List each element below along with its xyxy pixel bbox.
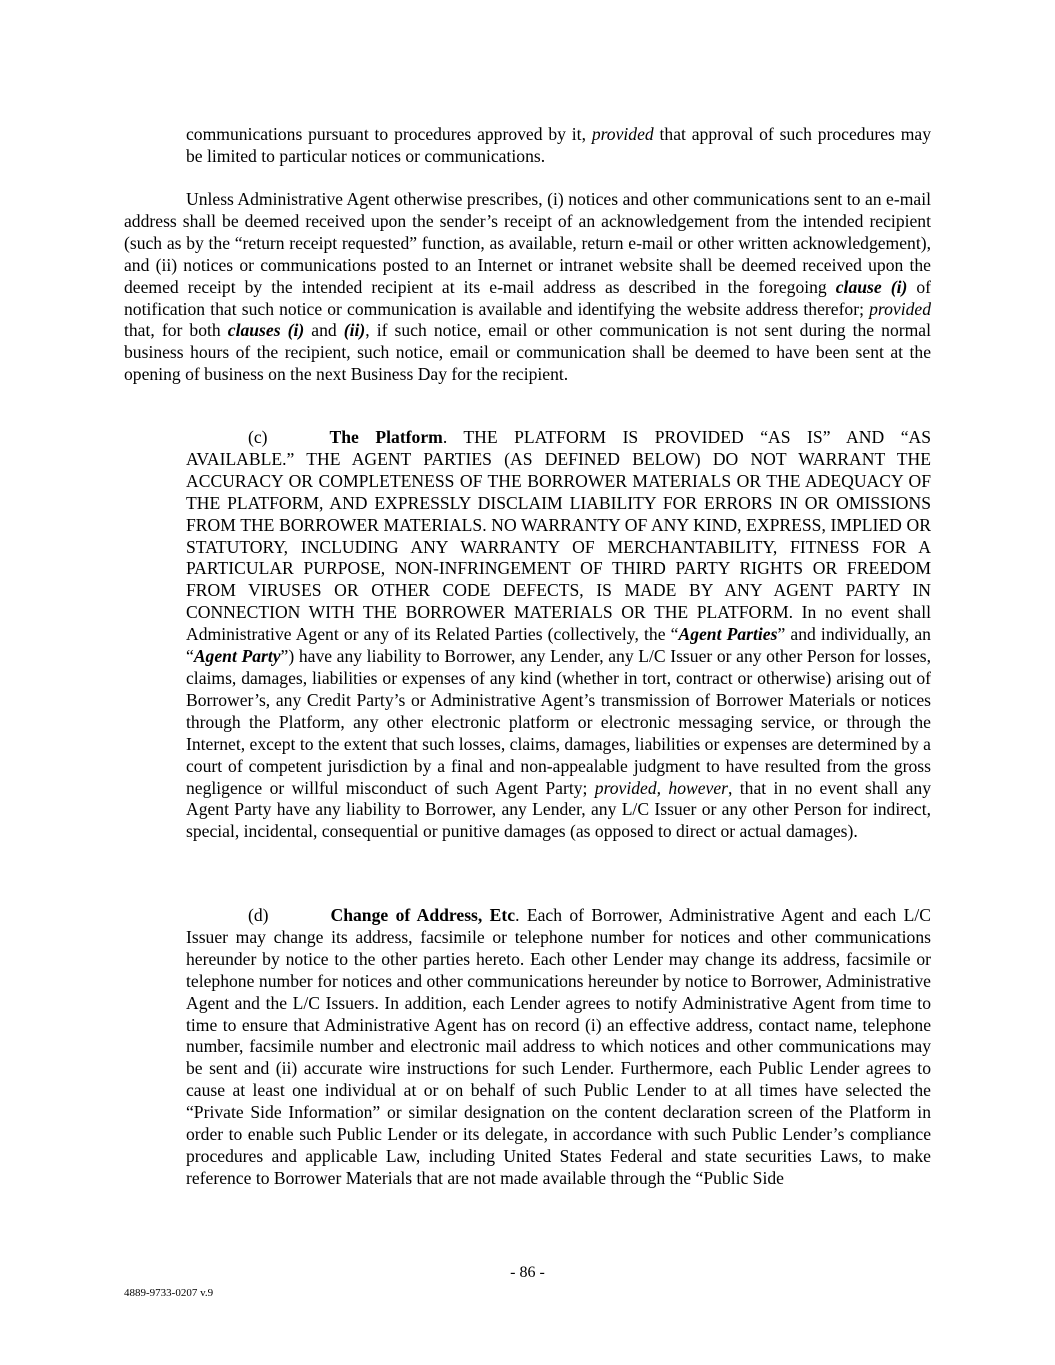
section-number: (c): [248, 427, 268, 447]
section-heading: Change of Address, Etc: [330, 905, 516, 925]
defined-term: Agent Parties: [678, 624, 778, 645]
emphasis-provided-however: provided, however: [594, 777, 729, 798]
document-id: 4889-9733-0207 v.9: [124, 1287, 214, 1299]
emphasis-provided: provided: [591, 124, 654, 144]
section-number: (d): [248, 905, 269, 925]
section-c-the-platform: (c) The Platform. THE PLATFORM IS PROVIDED “AS IS” AND “AS AVAILABLE.” THE AGENT PARTIES (AS DEFINED BELOW) DO NOT WARRANT THE ACCURACY OR COMPLETENESS OF THE BORROWER MATERIALS OR THE ADEQUACY OF THE PLATFORM, AND EXPRESSLY DISCLAIM LIABILITY FOR ERRORS IN OR OMISSIONS FROM THE BORROWER MATERIALS. NO WARRANTY OF ANY KIND, EXPRESS, IMPLIED OR STATUTORY, INCLUDING ANY WARRANTY OF MERCHANTABILITY, FITNESS FOR A PARTICULAR PURPOSE, NON-INFRINGEMENT OF THIRD PARTY RIGHTS OR FREEDOM FROM VIRUSES OR OTHER CODE DEFECTS, IS MADE BY ANY AGENT PARTY IN CONNECTION WITH THE BORROWER MATERIALS OR THE PLATFORM. In no event shall Administrative Agent or any of its Related Parties (collectively, the “Agent Parties” and individually, an “Agent Party”) have any liability to Borrower, any Lender, any L/C Issuer or any other Person for losses, claims, damages, liabilities or expenses of any kind (whether in tort, contract or otherwise) arising out of Borrower’s, any Credit Party’s or Administrative Agent’s transmission of Borrower Materials or notices through the Platform, any other electronic platform or electronic messaging service, or through the Internet, except to the extent that such losses, claims, damages, liabilities or expenses are determined by a court of competent jurisdiction by a final and non-appealable judgment to have resulted from the gross negligence or willful misconduct of such Agent Party; provided, however, that in no event shall any Agent Party have any liability to Borrower, any Lender, any L/C Issuer or any other Person for indirect, special, incidental, consequential or punitive damages (as opposed to direct or actual damages).: [186, 427, 932, 842]
clause-reference: clauses (i): [227, 320, 305, 341]
clause-reference: clause (i): [835, 276, 908, 297]
emphasis-provided: provided: [869, 298, 931, 319]
page-number: - 86 -: [510, 1264, 545, 1281]
paragraph-email-notices: Unless Administrative Agent otherwise prescribes, (i) notices and other communications sent to an e-mail address shall be deemed received upon the sender’s receipt of an acknowledgement from the intended recipient (such as by the “return receipt requested” function, as available, return e-mail or other written acknowledgement), and (ii) notices or communications posted to an Internet or intranet website shall be deemed received upon the deemed receipt by the intended recipient at its e-mail address as described in the foregoing clause (i) of notification that such notice or communication is available and identifying the website address therefor; provided that, for both clauses (i) and (ii), if such notice, email or other communication is not sent during the normal business hours of the recipient, such notice, email or communication shall be deemed to have been sent at the opening of business on the next Business Day for the recipient.: [124, 189, 931, 385]
paragraph-continuation: communications pursuant to procedures approved by it, provided that approval of such procedures may be limited to particular notices or communications.: [186, 124, 932, 166]
defined-term: Agent Party: [193, 646, 281, 667]
clause-reference: (ii): [343, 320, 366, 341]
section-d-change-of-address: (d) Change of Address, Etc. Each of Borrower, Administrative Agent and each L/C Issuer may change its address, facsimile or telephone number for notices and other communications hereunder by notice to the other parties hereto. Each other Lender may change its address, facsimile or telephone number for notices and other communications hereunder by notice to Borrower, Administrative Agent and the L/C Issuers. In addition, each Lender agrees to notify Administrative Agent from time to time to ensure that Administrative Agent has on record (i) an effective address, contact name, telephone number, facsimile number and electronic mail address to which notices and other communications may be sent and (ii) accurate wire instructions for such Lender. Furthermore, each Public Lender agrees to cause at least one individual at or on behalf of such Public Lender to at all times have selected the “Private Side Information” or similar designation on the content declaration screen of the Platform in order to enable such Public Lender or its delegate, in accordance with such Public Lender’s compliance procedures and applicable Law, including United States Federal and state securities Laws, to make reference to Borrower Materials that are not made available through the “Public Side: [186, 905, 931, 1188]
section-heading: The Platform: [329, 427, 443, 447]
